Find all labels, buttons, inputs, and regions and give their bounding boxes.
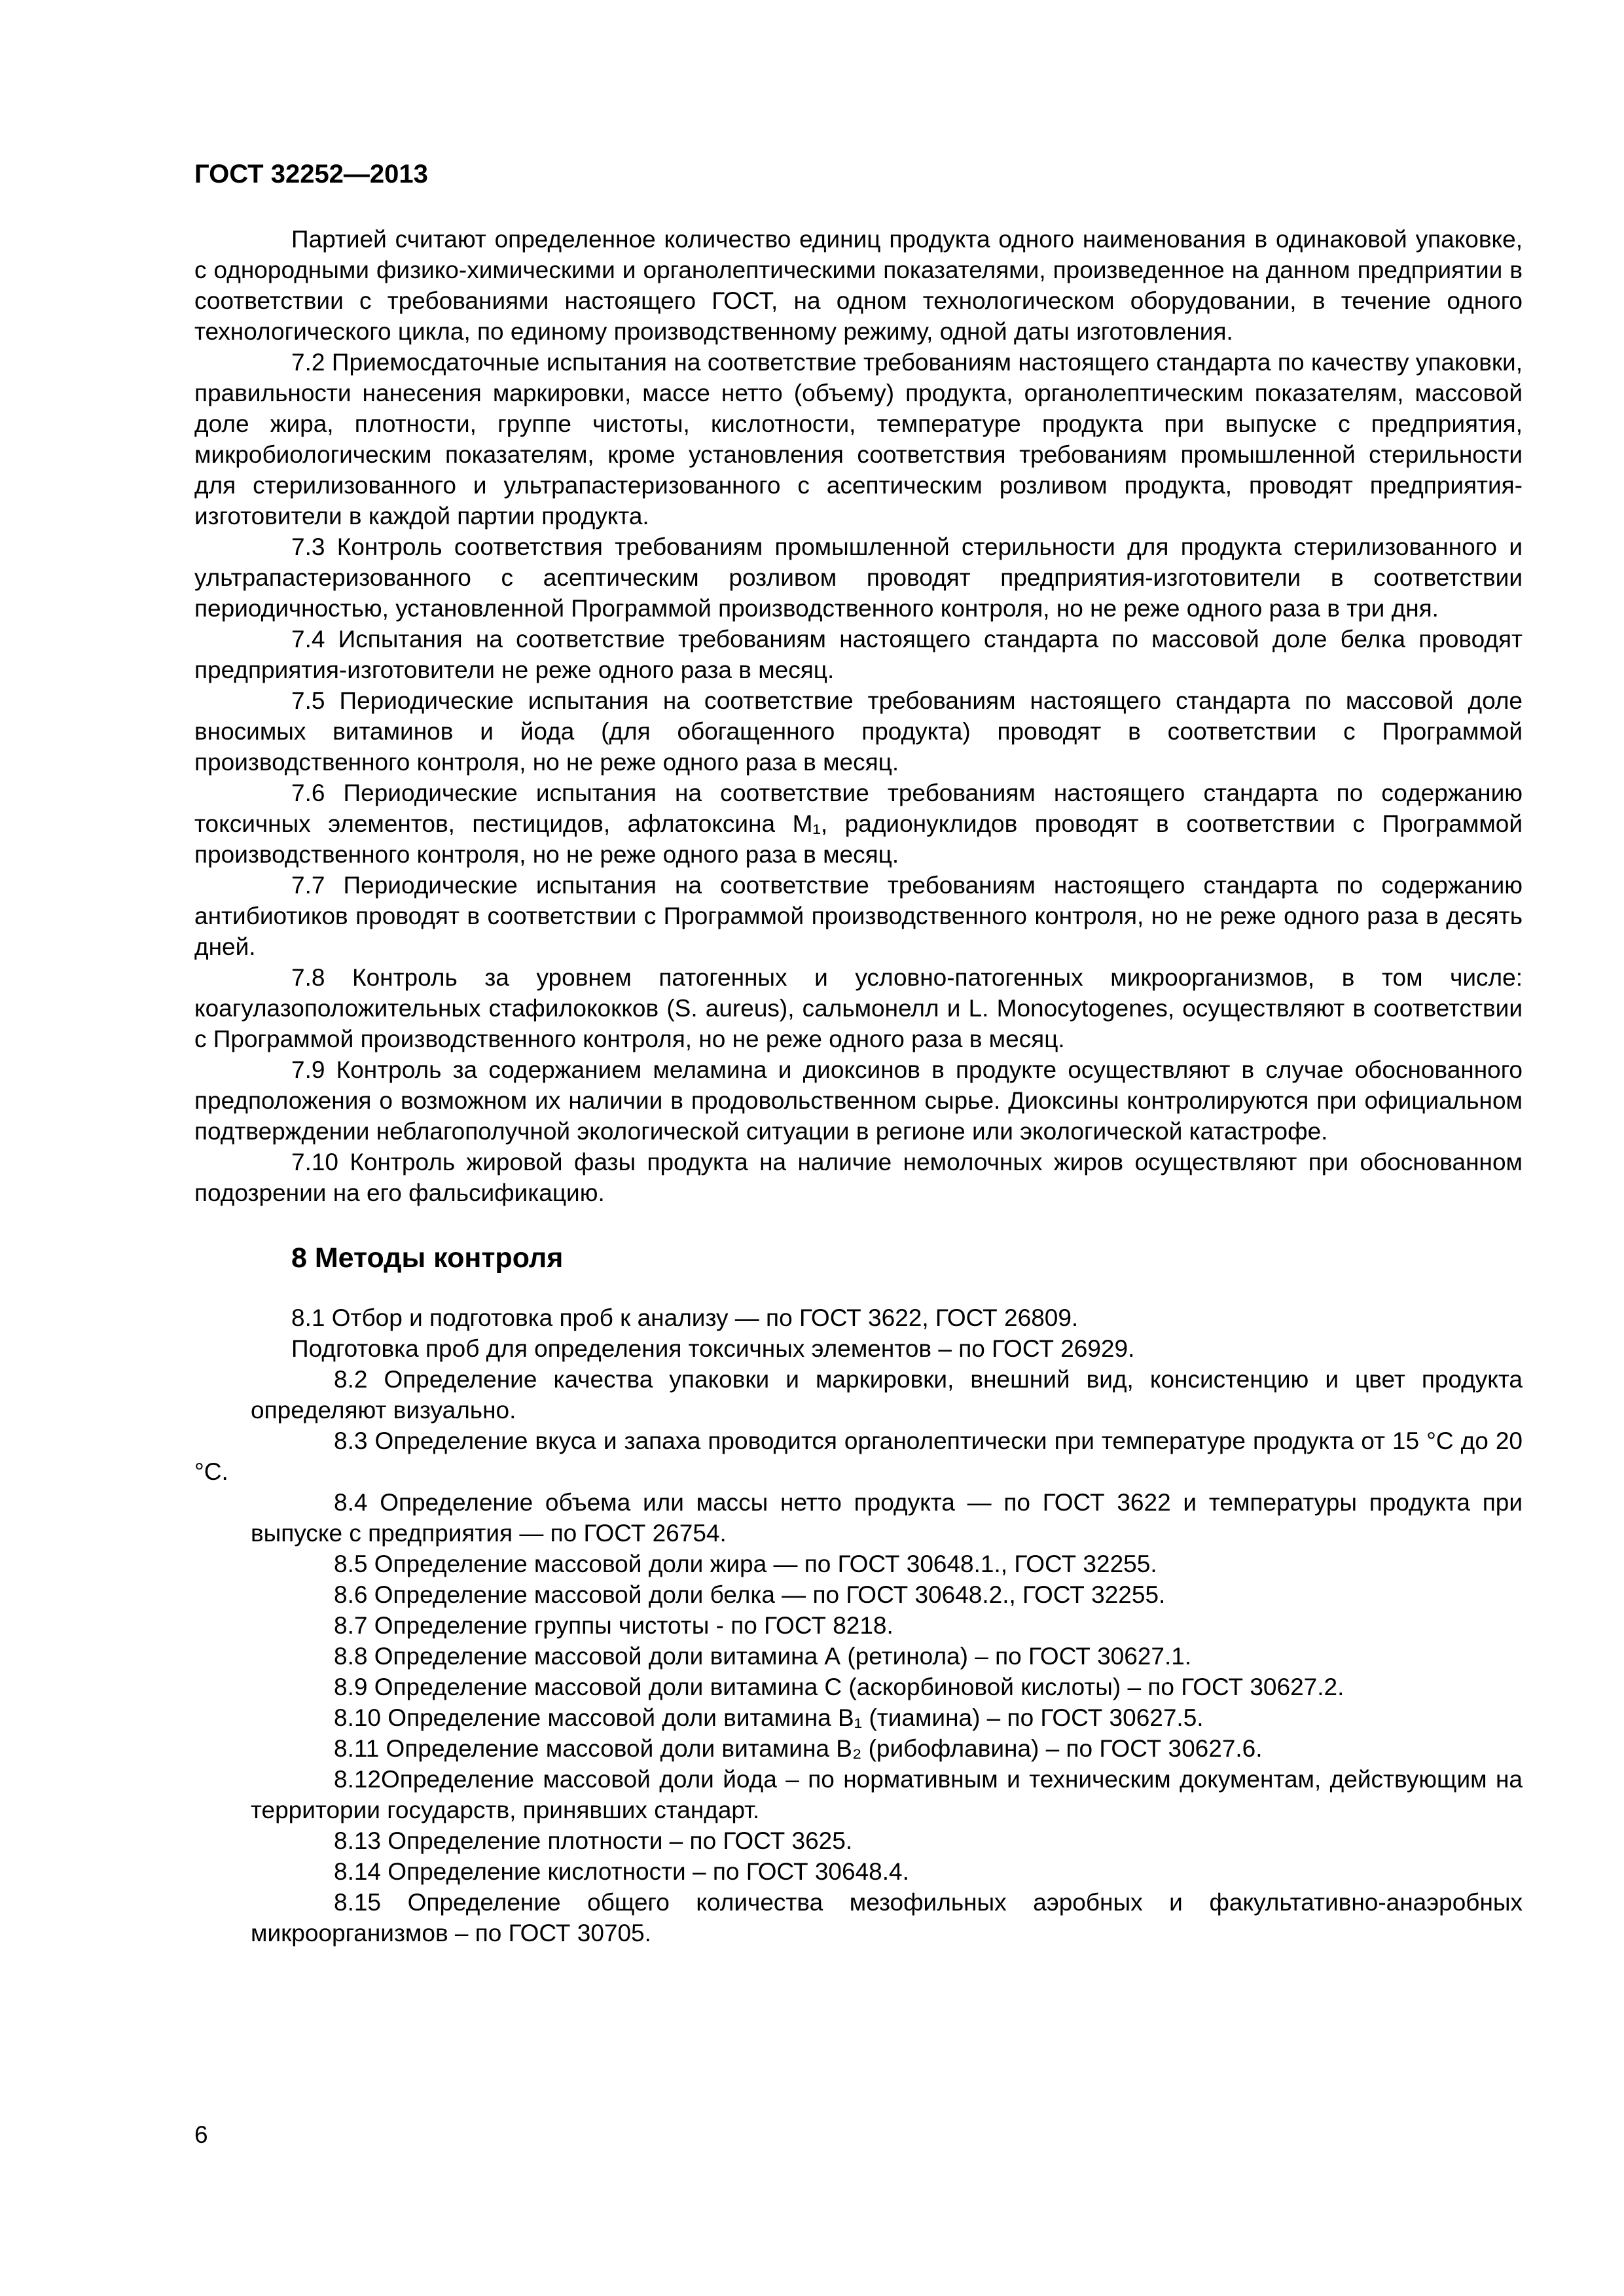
paragraph-7-10: 7.10 Контроль жировой фазы продукта на наличие немолочных жиров осуществляют при обоснованном подозрении на его фальсификацию. <box>194 1149 1523 1206</box>
method-item-8-14: 8.14 Определение кислотности – по ГОСТ 30648.4. <box>334 1858 909 1885</box>
paragraph-7-6: 7.6 Периодические испытания на соответствие требованиям настоящего стандарта по содержанию токсичных элементов, пестицидов, афлатоксина М₁, радионуклидов проводят в соответствии с Программой производственного контроля, но не реже одного раза в месяц. <box>194 780 1523 868</box>
section-heading-methods: 8 Методы контроля <box>291 1242 564 1274</box>
document-code: ГОСТ 32252—2013 <box>194 160 428 188</box>
method-item-8-8: 8.8 Определение массовой доли витамина А (ретинола) – по ГОСТ 30627.1. <box>334 1643 1192 1670</box>
method-item-8-2: 8.2 Определение качества упаковки и маркировки, внешний вид, консистенцию и цвет продукта определяют визуально. <box>251 1366 1523 1424</box>
method-item-8-3: 8.3 Определение вкуса и запаха проводится органолептически при температуре продукта от 15 °С до 20 °С. <box>194 1427 1523 1485</box>
method-item-8-13: 8.13 Определение плотности – по ГОСТ 3625. <box>334 1827 853 1854</box>
method-item-8-1-note: Подготовка проб для определения токсичных элементов – по ГОСТ 26929. <box>291 1335 1135 1362</box>
page-number: 6 <box>194 2121 208 2148</box>
method-item-8-5: 8.5 Определение массовой доли жира — по ГОСТ 30648.1., ГОСТ 32255. <box>334 1551 1157 1577</box>
method-item-8-15: 8.15 Определение общего количества мезофильных аэробных и факультативно-анаэробных микроорганизмов – по ГОСТ 30705. <box>251 1889 1523 1946</box>
method-item-8-6: 8.6 Определение массовой доли белка — по ГОСТ 30648.2., ГОСТ 32255. <box>334 1581 1166 1608</box>
paragraph-7-2: 7.2 Приемосдаточные испытания на соответствие требованиям настоящего стандарта по качеству упаковки, правильности нанесения маркировки, массе нетто (объему) продукта, органолептическим показателям, массовой доле жира, плотности, группе чистоты, кислотности, температуре продукта при выпуске с предприятия, микробиологическим показателям, кроме установления соответствия требованиям промышленной стерильности для стерилизованного и ультрапастеризованного с асептическим розливом продукта, проводят предприятия-изготовители в каждой партии продукта. <box>194 349 1523 529</box>
paragraph-7-8: 7.8 Контроль за уровнем патогенных и условно-патогенных микроорганизмов, в том числе: коагулазоположительных стафилококков (S. aureus), сальмонелл и L. Monocytogenes, осуществляют в соответствии с Программой производственного контроля, но не реже одного раза в месяц. <box>194 964 1523 1052</box>
method-item-8-10: 8.10 Определение массовой доли витамина В₁ (тиамина) – по ГОСТ 30627.5. <box>334 1704 1204 1731</box>
method-item-8-1: 8.1 Отбор и подготовка проб к анализу — по ГОСТ 3622, ГОСТ 26809. <box>291 1304 1079 1331</box>
method-item-8-4: 8.4 Определение объема или массы нетто продукта — по ГОСТ 3622 и температуры продукта при выпуске с предприятия — по ГОСТ 26754. <box>251 1489 1523 1547</box>
paragraph-7-7: 7.7 Периодические испытания на соответствие требованиям настоящего стандарта по содержанию антибиотиков проводят в соответствии с Программой производственного контроля, но не реже одного раза в десять дней. <box>194 872 1523 960</box>
method-item-8-12: 8.12Определение массовой доли йода – по нормативным и техническим документам, действующим на территории государств, принявших стандарт. <box>251 1766 1523 1823</box>
paragraph-7-4: 7.4 Испытания на соответствие требованиям настоящего стандарта по массовой доле белка проводят предприятия-изготовители не реже одного раза в месяц. <box>194 626 1523 683</box>
method-item-8-11: 8.11 Определение массовой доли витамина В₂ (рибофлавина) – по ГОСТ 30627.6. <box>334 1735 1263 1762</box>
paragraph-batch-definition: Партией считают определенное количество единиц продукта одного наименования в одинаковой упаковке, с однородными физико-химическими и органолептическими показателями, произведенное на данном предприятии в соответствии с требованиями настоящего ГОСТ, на одном технологическом оборудовании, в течение одного технологического цикла, по единому производственному режиму, одной даты изготовления. <box>194 226 1523 345</box>
method-item-8-9: 8.9 Определение массовой доли витамина С (аскорбиновой кислоты) – по ГОСТ 30627.2. <box>334 1674 1344 1700</box>
method-item-8-7: 8.7 Определение группы чистоты - по ГОСТ 8218. <box>334 1612 893 1639</box>
paragraph-7-5: 7.5 Периодические испытания на соответствие требованиям настоящего стандарта по массовой доле вносимых витаминов и йода (для обогащенного продукта) проводят в соответствии с Программой производственного контроля, но не реже одного раза в месяц. <box>194 687 1523 776</box>
paragraph-7-3: 7.3 Контроль соответствия требованиям промышленной стерильности для продукта стерилизованного и ультрапастеризованного с асептическим розливом проводят предприятия-изготовители в соответствии периодичностью, установленной Программой производственного контроля, но не реже одного раза в три дня. <box>194 533 1523 622</box>
paragraph-7-9: 7.9 Контроль за содержанием меламина и диоксинов в продукте осуществляют в случае обоснованного предположения о возможном их наличии в продовольственном сырье. Диоксины контролируются при официальном подтверждении неблагополучной экологической ситуации в регионе или экологической катастрофе. <box>194 1056 1523 1145</box>
document-body <box>194 224 1523 1948</box>
